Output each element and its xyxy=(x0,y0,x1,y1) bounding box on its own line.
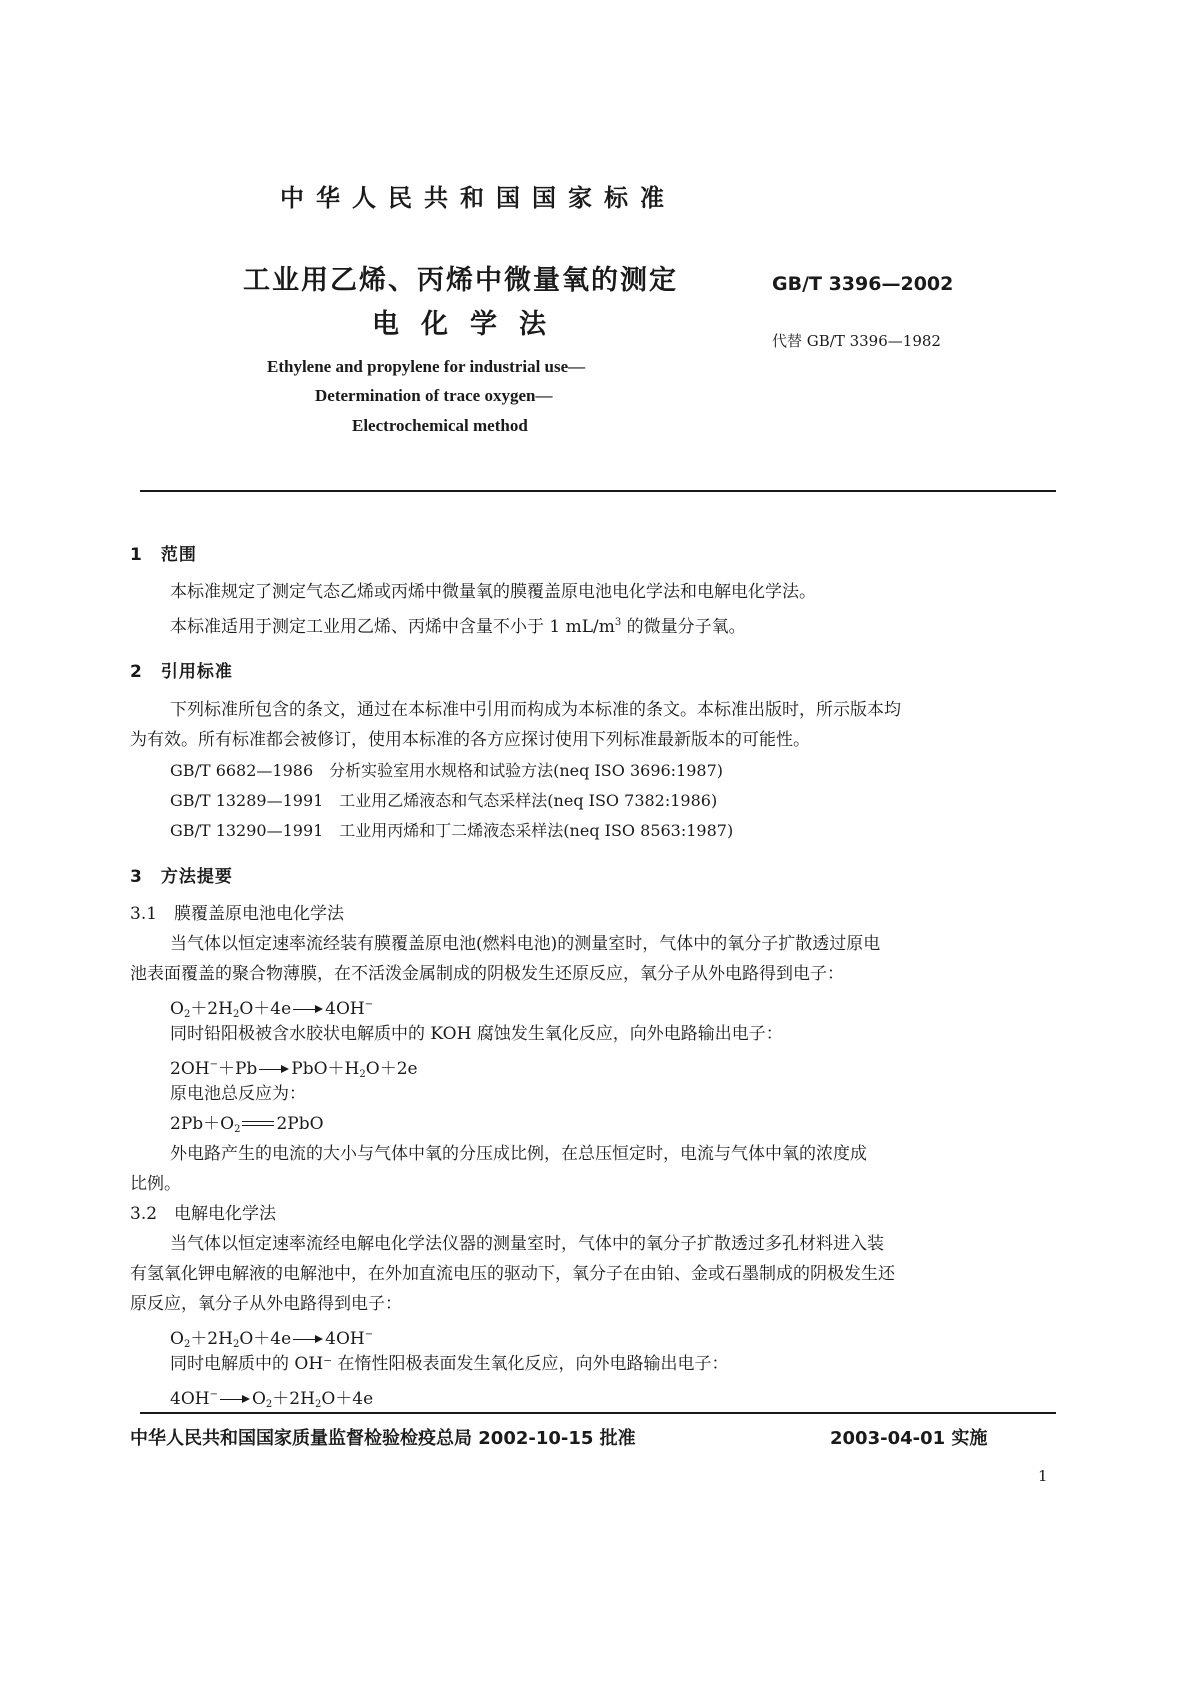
section-3-1-heading: 3.1 膜覆盖原电池电化学法 xyxy=(130,904,345,924)
reaction-arrow-icon xyxy=(220,1394,250,1404)
equation-cathode-reaction: $O_2+2H_2O+4e$ 4OH− xyxy=(170,999,374,1020)
replaces-standard: 代替 GB/T 3396—1982 xyxy=(772,332,941,350)
equation-anode-reaction: 2OH−＋Pb $PbO+H_2O+2e$ xyxy=(170,1059,418,1080)
section-3-1-paragraph-line1: 当气体以恒定速率流经装有膜覆盖原电池(燃料电池)的测量室时，气体中的氧分子扩散透过原电 xyxy=(170,934,881,954)
english-title-line2: Determination of trace oxygen— xyxy=(315,386,553,405)
reaction-arrow-icon xyxy=(293,1334,323,1344)
section-3-2-paragraph-line2: 有氢氧化钾电解液的电解池中，在外加直流电压的驱动下，氧分子在由铂、金或石墨制成的阴极发生还 xyxy=(130,1264,895,1284)
standard-number: GB/T 3396—2002 xyxy=(772,273,954,295)
section-3-1-paragraph-4-line2: 比例。 xyxy=(130,1174,181,1194)
section-3-2-heading: 3.2 电解电化学法 xyxy=(130,1204,277,1224)
section-3-2-paragraph-line3: 原反应，氧分子从外电路得到电子： xyxy=(130,1294,402,1314)
footer-divider xyxy=(140,1412,1056,1414)
section-3-1-paragraph-3: 原电池总反应为： xyxy=(170,1084,306,1104)
section-2-heading: 2 引用标准 xyxy=(130,662,233,682)
reference-item: GB/T 6682—1986 分析实验室用水规格和试验方法(neq ISO 3696:1987) xyxy=(170,761,724,780)
section-3-heading: 3 方法提要 xyxy=(130,867,233,887)
section-1-paragraph-1: 本标准规定了测定气态乙烯或丙烯中微量氧的膜覆盖原电池电化学法和电解电化学法。 xyxy=(170,582,816,602)
equation-total-reaction: $2Pb+O_2$ 2PbO xyxy=(170,1114,324,1135)
english-title-line1: Ethylene and propylene for industrial use— xyxy=(267,357,586,376)
header-divider xyxy=(140,490,1056,492)
section-1-paragraph-2: 本标准适用于测定工业用乙烯、丙烯中含量不小于 1 $mL/m^3$ 的微量分子氧。 xyxy=(170,617,746,637)
section-1-heading: 1 范围 xyxy=(130,545,197,565)
approval-statement: 中华人民共和国国家质量监督检验检疫总局 2002-10-15 批准 xyxy=(130,1428,636,1449)
reference-item: GB/T 13290—1991 工业用丙烯和丁二烯液态采样法(neq ISO 8563:1987) xyxy=(170,821,734,840)
reference-item: GB/T 13289—1991 工业用乙烯液态和气态采样法(neq ISO 7382:1986) xyxy=(170,791,718,810)
document-title-line2: 电化学法 xyxy=(372,309,568,340)
equation-anode-reaction-2: 4OH− $O_2+2H_2O+4e$ xyxy=(170,1389,374,1410)
section-3-1-paragraph-2: 同时铅阳极被含水胶状电解质中的 KOH 腐蚀发生氧化反应，向外电路输出电子： xyxy=(170,1024,783,1044)
english-title-line3: Electrochemical method xyxy=(352,416,528,435)
section-2-paragraph-line2: 为有效。所有标准都会被修订，使用本标准的各方应探讨使用下列标准最新版本的可能性。 xyxy=(130,730,810,750)
section-3-1-paragraph-4-line1: 外电路产生的电流的大小与气体中氧的分压成比例，在总压恒定时，电流与气体中氧的浓度成 xyxy=(170,1144,867,1164)
page-number: 1 xyxy=(1038,1467,1048,1485)
equation-cathode-reaction-2: $O_2+2H_2O+4e$ 4OH− xyxy=(170,1329,374,1350)
equals-sign-icon xyxy=(242,1119,274,1129)
document-title-line1: 工业用乙烯、丙烯中微量氧的测定 xyxy=(243,265,678,296)
section-3-2-paragraph-line1: 当气体以恒定速率流经电解电化学法仪器的测量室时，气体中的氧分子扩散透过多孔材料进入装 xyxy=(170,1234,884,1254)
reaction-arrow-icon xyxy=(293,1004,323,1014)
section-2-paragraph-line1: 下列标准所包含的条文，通过在本标准中引用而构成为本标准的条文。本标准出版时，所示版本均 xyxy=(170,700,901,720)
implementation-date: 2003-04-01 实施 xyxy=(830,1428,988,1449)
national-standard-heading: 中华人民共和国国家标准 xyxy=(280,184,676,212)
reaction-arrow-icon xyxy=(259,1064,289,1074)
section-3-2-paragraph-2: 同时电解质中的 OH⁻ 在惰性阳极表面发生氧化反应，向外电路输出电子： xyxy=(170,1354,729,1374)
section-3-1-paragraph-line2: 池表面覆盖的聚合物薄膜，在不活泼金属制成的阴极发生还原反应，氧分子从外电路得到电子： xyxy=(130,964,844,984)
